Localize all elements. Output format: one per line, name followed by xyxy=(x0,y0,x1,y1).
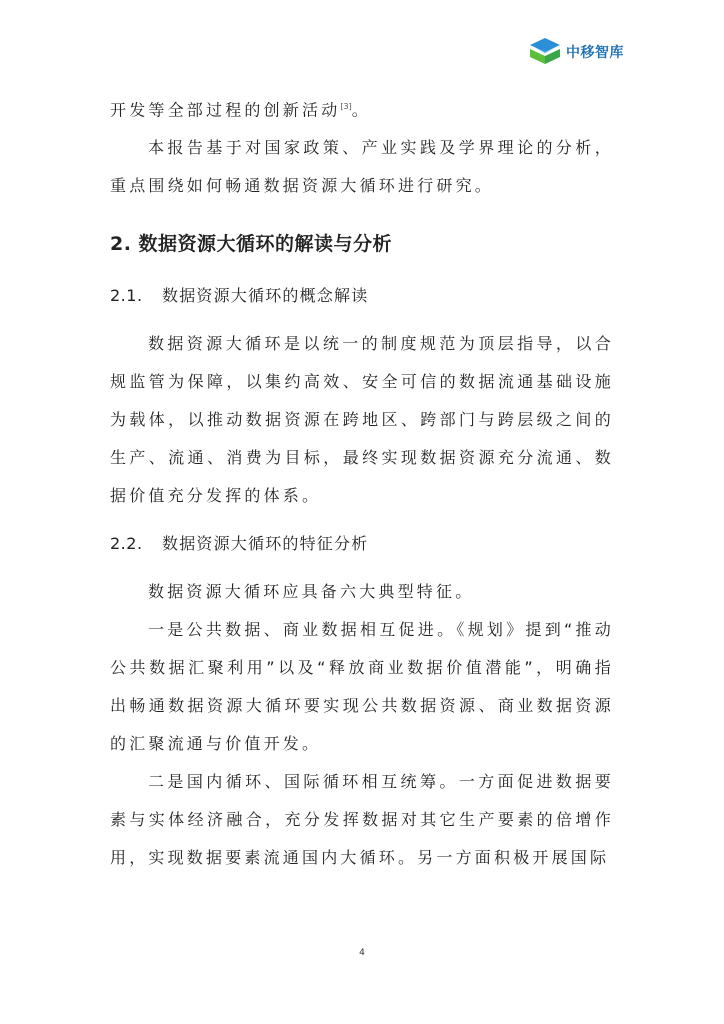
intro-line-end: 。 xyxy=(351,100,371,120)
subsection-2-2-heading xyxy=(110,527,614,561)
page-number: 4 xyxy=(359,948,365,958)
intro-paragraph: 本报告基于对国家政策、产业实践及学界理论的分析，重点围绕如何畅通数据资源大循环进行研究。 xyxy=(110,138,614,196)
logo-text: 中移智库 xyxy=(566,45,624,61)
subsection-number: 2.2. xyxy=(110,534,143,554)
feature-2-paragraph: 二是国内循环、国际循环相互统筹。一方面促进数据要素与实体经济融合，充分发挥数据对其它生产要素的倍增作用，实现数据要素流通国内大循环。另一方面积极开展国际 xyxy=(110,772,614,868)
features-intro-paragraph: 数据资源大循环应具备六大典型特征。 xyxy=(148,582,475,602)
subsection-2-1-heading xyxy=(110,279,614,313)
section-2-heading: 2. 数据资源大循环的解读与分析 xyxy=(110,233,393,256)
intro-line xyxy=(110,88,614,129)
document-body xyxy=(110,88,614,877)
feature-1-paragraph: 一是公共数据、商业数据相互促进。《规划》提到“推动公共数据汇聚利用”以及“释放商业数据价值潜能”，明确指出畅通数据资源大循环要实现公共数据资源、商业数据资源的汇聚流通与价值开发。 xyxy=(110,620,614,754)
intro-line-text: 开发等全部过程的创新活动 xyxy=(110,100,341,120)
concept-paragraph: 数据资源大循环是以统一的制度规范为顶层指导，以合规监管为保障，以集约高效、安全可信的数据流通基础设施为载体，以推动数据资源在跨地区、跨部门与跨层级之间的生产、流通、消费为目标，最终实现数据资源充分流通、数据价值充分发挥的体系。 xyxy=(110,334,614,506)
layered-diamond-icon xyxy=(526,36,564,68)
brand-logo xyxy=(526,36,624,68)
subsection-number: 2.1. xyxy=(110,286,143,306)
citation-ref: [3] xyxy=(340,102,352,111)
subsection-title: 数据资源大循环的特征分析 xyxy=(162,534,369,554)
subsection-title: 数据资源大循环的概念解读 xyxy=(162,286,369,306)
